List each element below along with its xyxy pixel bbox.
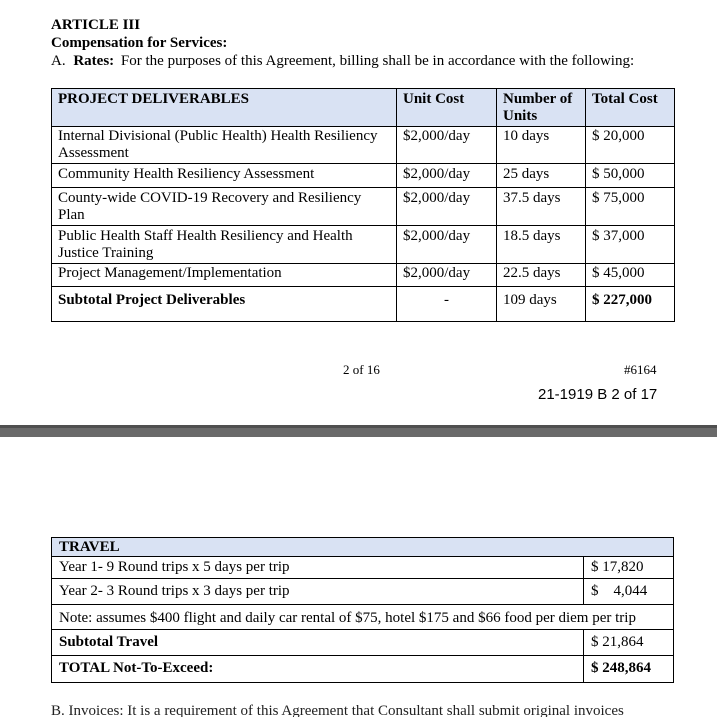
deliverable-name: Internal Divisional (Public Health) Health Resiliency Assessment: [52, 127, 397, 164]
total-cost: $ 37,000: [586, 226, 675, 264]
header-total-cost: Total Cost: [586, 89, 675, 127]
header-deliverables: PROJECT DELIVERABLES: [52, 89, 397, 127]
unit-cost: $2,000/day: [397, 264, 497, 287]
unit-cost: $2,000/day: [397, 164, 497, 188]
travel-subtotal-row: [52, 630, 674, 656]
travel-note: Note: assumes $400 flight and daily car rental of $75, hotel $175 and $66 food per diem per trip: [52, 605, 674, 630]
deliverables-header-row: [52, 89, 675, 127]
table-row: [52, 557, 674, 579]
cut-off-paragraph: [51, 703, 711, 717]
units: 18.5 days: [497, 226, 586, 264]
page-divider-edge: [0, 425, 717, 428]
travel-header-row: [52, 538, 674, 557]
travel-item-amount: $ 4,044: [584, 579, 674, 605]
travel-item-label: Year 1- 9 Round trips x 5 days per trip: [52, 557, 584, 579]
rates-label: Rates:: [73, 53, 115, 69]
unit-cost: $2,000/day: [397, 188, 497, 226]
deliverable-name: Community Health Resiliency Assessment: [52, 164, 397, 188]
travel-item-amount: $ 17,820: [584, 557, 674, 579]
units: 10 days: [497, 127, 586, 164]
travel-table: [51, 537, 674, 683]
grand-total-label: TOTAL Not-To-Exceed:: [52, 656, 584, 683]
table-row: [52, 579, 674, 605]
article-subheading: Compensation for Services:: [51, 35, 228, 51]
grand-total-row: [52, 656, 674, 683]
travel-header: TRAVEL: [52, 538, 674, 557]
cut-off-text: B. Invoices: It is a requirement of this Agreement that Consultant shall submit original invoices: [51, 703, 624, 717]
unit-cost: $2,000/day: [397, 127, 497, 164]
unit-cost: $2,000/day: [397, 226, 497, 264]
travel-subtotal-label: Subtotal Travel: [52, 630, 584, 656]
units: 25 days: [497, 164, 586, 188]
rates-line: [51, 52, 634, 70]
table-row: [52, 164, 675, 188]
subtotal-label: Subtotal Project Deliverables: [52, 287, 397, 322]
header-unit-cost: Unit Cost: [397, 89, 497, 127]
total-cost: $ 20,000: [586, 127, 675, 164]
rates-text: For the purposes of this Agreement, billing shall be in accordance with the following:: [120, 53, 635, 69]
total-cost: $ 75,000: [586, 188, 675, 226]
page-number: 2 of 16: [343, 362, 380, 377]
table-row: [52, 188, 675, 226]
article-heading: ARTICLE III: [51, 17, 141, 33]
grand-total-amount: $ 248,864: [584, 656, 674, 683]
deliverables-table: [51, 88, 675, 322]
subtotal-row: [52, 287, 675, 322]
subtotal-total: $ 227,000: [586, 287, 675, 322]
subtotal-units: 109 days: [497, 287, 586, 322]
travel-subtotal-amount: $ 21,864: [584, 630, 674, 656]
table-row: [52, 127, 675, 164]
travel-note-row: [52, 605, 674, 630]
page-stamp: 21-1919 B 2 of 17: [538, 386, 658, 403]
table-row: [52, 226, 675, 264]
total-cost: $ 50,000: [586, 164, 675, 188]
deliverable-name: Public Health Staff Health Resiliency and Health Justice Training: [52, 226, 397, 264]
document-number: #6164: [624, 362, 657, 377]
header-units: Number of Units: [497, 89, 586, 127]
subtotal-unit-cost: -: [397, 287, 497, 322]
units: 37.5 days: [497, 188, 586, 226]
deliverable-name: Project Management/Implementation: [52, 264, 397, 287]
total-cost: $ 45,000: [586, 264, 675, 287]
travel-item-label: Year 2- 3 Round trips x 3 days per trip: [52, 579, 584, 605]
units: 22.5 days: [497, 264, 586, 287]
table-row: [52, 264, 675, 287]
deliverable-name: County-wide COVID-19 Recovery and Resiliency Plan: [52, 188, 397, 226]
rates-prefix: A.: [51, 53, 66, 69]
